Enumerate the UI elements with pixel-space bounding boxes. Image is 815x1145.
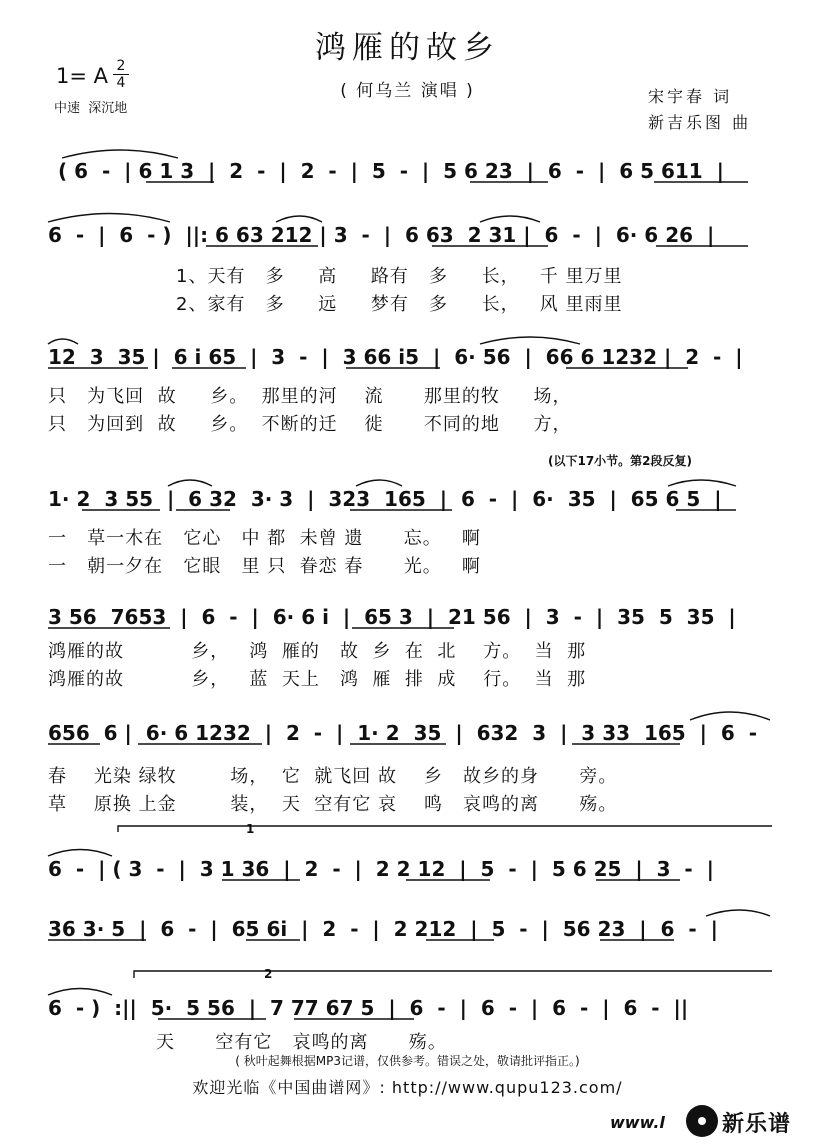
lyric-line: 一 草一木在 它心 中 都 未曾 遗 忘。 啊: [48, 528, 481, 549]
lyric-line: 春 光染 绿牧 场， 它 就飞回 故 乡 故乡的身 旁。: [48, 766, 618, 787]
score-row: 6 - | ( 3 - | 3 1 36 | 2 - | 2 2 12 | 5 - | 5 6 25 | 3 - |: [48, 857, 714, 881]
song-title: 鸿雁的故乡: [315, 30, 500, 66]
lyric-line: 鸿雁的故 乡， 鸿 雁的 故 乡 在 北 方。 当 那: [48, 641, 587, 662]
score-row: 12 3 35 | 6 i 65 | 3 - | 3 66 i5 | 6· 56 | 66 6 1232 | 2 - |: [48, 345, 743, 369]
volta-1-label: 1: [246, 822, 255, 836]
lyric-line: 只 为回到 故 乡。 不断的迁 徙 不同的地 方，: [48, 414, 572, 435]
site-logo[interactable]: [600, 1105, 810, 1139]
lyric-line: 1、天有 多 高 路有 多 长， 千 里万里: [176, 266, 623, 287]
singer-line: ( 何乌兰 演唱 ): [340, 81, 475, 101]
lyric-line: 草 原换 上金 装， 天 空有它 哀 鸣 哀鸣的离 殇。: [48, 794, 618, 815]
score-row: 36 3· 5 | 6 - | 65 6i | 2 - | 2 212 | 5 - | 56 23 | 6 - |: [48, 917, 718, 941]
repeat-note: (以下17小节。第2段反复): [548, 454, 693, 468]
volta-2-label: 2: [264, 967, 273, 981]
tempo-marking: 中速 深沉地: [54, 101, 128, 116]
score-row: 1· 2 3 55 | 6 32 3· 3 | 323 165 | 6 - | 6· 35 | 65 6 5 |: [48, 487, 722, 511]
logo-name-text: 新乐谱: [722, 1112, 792, 1137]
logo-url-text: www.l: [610, 1113, 665, 1132]
score-row: 6 - ) :|| 5· 5 56 | 7 77 67 5 | 6 - | 6 - | 6 - | 6 - ||: [48, 996, 689, 1020]
composer-credit: 新吉乐图 曲: [648, 113, 752, 132]
lyric-line: 鸿雁的故 乡， 蓝 天上 鸿 雁 排 成 行。 当 那: [48, 669, 587, 690]
time-bottom: 4: [116, 75, 126, 91]
score-row: 6 - | 6 - ) ||: 6 63 212 | 3 - | 6 63 2 31 | 6 - | 6· 6 26 |: [48, 223, 715, 247]
score-row: 3 56 7653 | 6 - | 6· 6 i | 65 3 | 21 56 | 3 - | 35 5 35 |: [48, 605, 736, 629]
key-signature: 1= A: [56, 64, 108, 88]
site-visit-line[interactable]: 欢迎光临《中国曲谱网》: http://www.qupu123.com/: [192, 1078, 623, 1097]
time-top: 2: [116, 58, 126, 74]
lyric-line: 天 空有它 哀鸣的离 殇。: [156, 1032, 447, 1053]
lyric-line: 2、家有 多 远 梦有 多 长， 风 里雨里: [176, 294, 623, 315]
record-disc-icon: [686, 1105, 718, 1137]
lyric-line: 只 为飞回 故 乡。 那里的河 流 那里的牧 场，: [48, 386, 572, 407]
score-row: ( 6 - | 6 1 3 | 2 - | 2 - | 5 - | 5 6 23 | 6 - | 6 5 611 |: [58, 159, 724, 183]
transcription-note: ( 秋叶起舞根据MP3记谱，仅供参考。错误之处，敬请批评指正。): [235, 1054, 580, 1068]
lyric-line: 一 朝一夕在 它眼 里 只 眷恋 春 光。 啊: [48, 556, 481, 577]
score-row: 656 6 | 6· 6 1232 | 2 - | 1· 2 35 | 632 3 | 3 33 165 | 6 -: [48, 721, 757, 745]
lyricist-credit: 宋宇春 词: [648, 87, 733, 106]
